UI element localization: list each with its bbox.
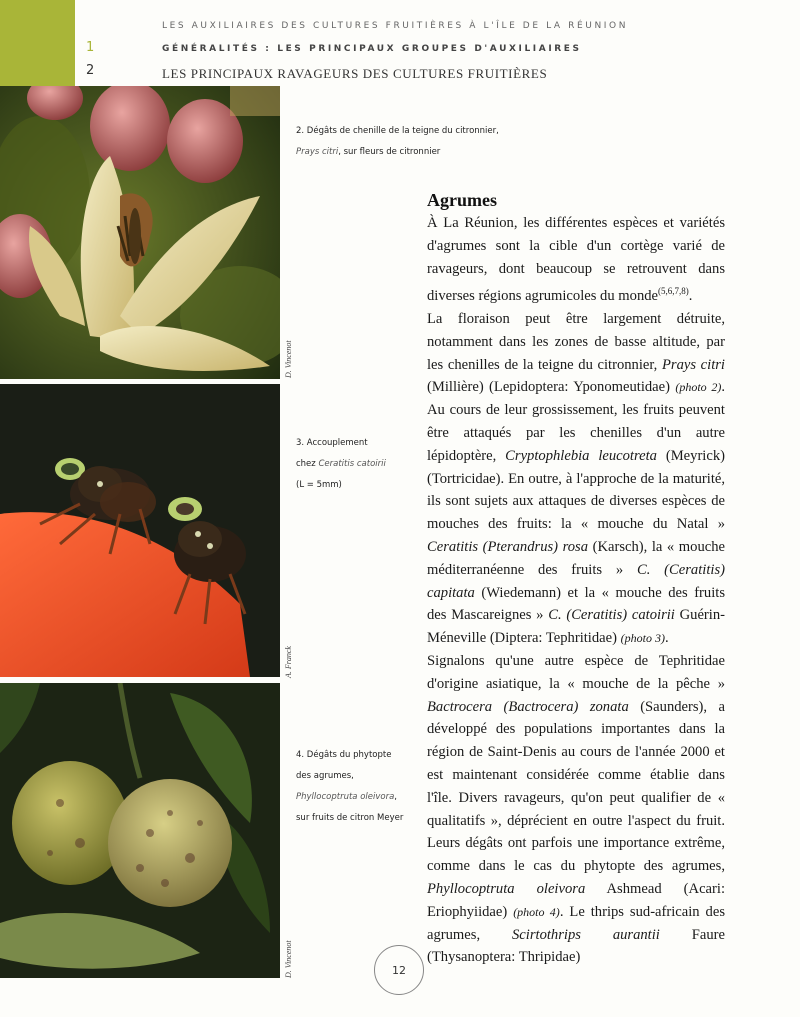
photo-credit-3: D. Vincenot	[284, 940, 293, 978]
caption-4-line-3	[296, 787, 426, 808]
caption-2-species: Prays citri	[296, 147, 339, 157]
p2-b: (Millière) (Lepidoptera: Yponomeutidae)	[427, 379, 676, 396]
caption-3-line-1: 3. Accouplement	[296, 438, 368, 448]
p2-photo-ref-2: (photo 3)	[620, 631, 665, 646]
caption-photo-4	[296, 745, 426, 829]
p2-species-4: C. (Ceratitis) capitata	[427, 561, 725, 601]
caption-4-line-1: 4. Dégâts du phytopte	[296, 750, 392, 760]
caption-2-line-1: 2. Dégâts de chenille de la teigne du citronnier,	[296, 126, 499, 136]
p3-species-1: Bactrocera (Bactrocera) zonata	[427, 698, 629, 715]
caption-3-species: Ceratitis catoirii	[318, 459, 386, 469]
caption-2-line-2	[296, 142, 576, 163]
p2-species-1: Prays citri	[661, 356, 725, 373]
caption-4-line-2: des agrumes,	[296, 771, 354, 781]
caption-3-pre: chez	[296, 459, 319, 469]
p2-a: La floraison peut être largement détruite, notamment dans les zones de basse altitude, par les chenilles de la teigne du citronnier,	[427, 311, 725, 373]
p2-h: .	[664, 630, 669, 647]
p1-end: .	[688, 288, 693, 305]
p2-g: Guérin-Méneville (Diptera: Tephritidae)	[427, 607, 725, 647]
caption-photo-3	[296, 433, 426, 496]
article-body	[427, 190, 725, 969]
p3-species-2: Phyllocoptruta oleivora	[427, 880, 586, 897]
paragraph-1	[427, 212, 725, 308]
p3-c: Ashmead (Acari: Eriophyiidae)	[427, 880, 725, 920]
p2-species-5: C. (Ceratitis) catoirii	[548, 607, 675, 624]
caption-3-line-3: (L = 5mm)	[296, 480, 342, 490]
header-book-title: LES AUXILIAIRES DES CULTURES FRUITIÈRES À L'ÎLE DE LA RÉUNION	[162, 21, 629, 31]
caption-4-comma: ,	[394, 792, 397, 802]
p3-e: Faure (Thysanoptera: Thripidae)	[427, 926, 725, 966]
caption-2-rest: , sur fleurs de citronnier	[338, 147, 441, 157]
caption-photo-2	[296, 121, 576, 163]
photo-credit-1: D. Vincenot	[284, 340, 293, 378]
p2-photo-ref-1: (photo 2)	[675, 380, 722, 395]
page-number: 12	[374, 945, 424, 995]
photo-fruit-flies	[0, 384, 280, 677]
p3-b: (Saunders), a développé des populations importantes dans la région de Saint-Denis au cours de l'année 2000 et est maintenant considérée comme établie dans l'île. Divers ravageurs, qu'on peut qualifier de « qualitatifs », déprécient en outre l'aspect du fruit. Leurs dégâts ont parfois une importance extrême, comme dans le cas du phytopte des agrumes,	[427, 698, 725, 875]
p1-references: (5,6,7,8)	[658, 286, 689, 297]
p2-e: (Karsch), la « mouche méditerranéenne des fruits »	[427, 539, 725, 578]
p2-species-2: Cryptophlebia leucotreta	[505, 447, 657, 464]
paragraph-3	[427, 650, 725, 969]
header-color-block	[0, 0, 75, 86]
p2-d: (Meyrick) (Tortricidae). En outre, à l'approche de la maturité, ils sont sujets aux attaques de diverses espèces de mouches des fruits: la « mouche du Natal »	[427, 447, 725, 533]
header-part-number-1: 1	[86, 40, 95, 55]
p2-species-3: Ceratitis (Pterandrus) rosa	[427, 539, 589, 556]
p3-photo-ref: (photo 4)	[513, 904, 560, 919]
p3-d: . Le thrips sud-africain des agrumes,	[427, 903, 725, 943]
p2-f: (Wiedemann) et la « mouche des fruits des Mascareignes »	[427, 584, 725, 624]
p3-a: Signalons qu'une autre espèce de Tephritidae d'origine asiatique, la « mouche de la pêche »	[427, 653, 725, 692]
caption-3-line-2	[296, 454, 426, 475]
photo-credit-2: A. Franck	[284, 646, 293, 678]
header-chapter-number-2: 2	[86, 63, 95, 78]
caption-4-species: Phyllocoptruta oleivora	[296, 792, 395, 802]
header-chapter-title: LES PRINCIPAUX RAVAGEURS DES CULTURES FRUITIÈRES	[162, 66, 548, 81]
photo-citrus-flower	[0, 86, 280, 379]
photo-meyer-lemons	[0, 683, 280, 978]
p1-text: À La Réunion, les différentes espèces et variétés d'agrumes sont la cible d'un cortège varié de ravageurs, dont beaucoup se retrouvent dans diverses régions agrumicoles du monde	[427, 215, 725, 305]
p2-c: . Au cours de leur grossissement, les fruits peuvent être attaqués par les chenilles d'un autre lépidoptère,	[427, 379, 725, 464]
header-part-title: GÉNÉRALITÉS : LES PRINCIPAUX GROUPES D'AUXILIAIRES	[162, 44, 582, 54]
caption-4-line-4: sur fruits de citron Meyer	[296, 813, 404, 823]
article-heading: Agrumes	[427, 190, 497, 210]
paragraph-2	[427, 308, 725, 650]
p3-species-3: Scirtothrips aurantii	[512, 926, 660, 943]
